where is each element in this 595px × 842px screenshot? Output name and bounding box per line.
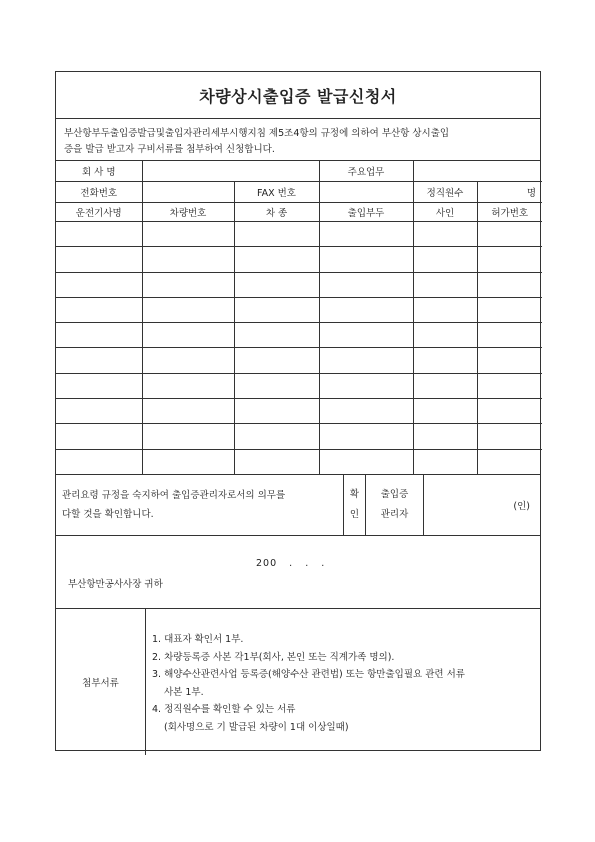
driver-cell[interactable]: [56, 247, 142, 272]
phone-label: 전화번호: [56, 181, 142, 202]
confirmation-line-1: 관리요령 규정을 숙지하여 출입증관리자로서의 의무를: [62, 490, 286, 502]
pass-manager-label: [366, 475, 424, 535]
driver-cell[interactable]: [56, 399, 142, 424]
phone-field[interactable]: [142, 181, 234, 202]
confirm-label-2: 인: [349, 509, 360, 521]
driver-cell[interactable]: [56, 449, 142, 474]
vehicle-number-cell[interactable]: [142, 297, 234, 322]
col-vehicle-number: 차량번호: [142, 202, 234, 221]
staff-count-field[interactable]: 명: [477, 181, 542, 202]
permit-number-cell[interactable]: [477, 373, 542, 398]
vehicle-number-cell[interactable]: [142, 424, 234, 449]
driver-cell[interactable]: [56, 222, 142, 247]
sign-cell[interactable]: [413, 399, 477, 424]
driver-cell[interactable]: [56, 373, 142, 398]
table-row: [56, 272, 542, 297]
col-pier: 출입부두: [319, 202, 413, 221]
attachment-item: (회사명으로 기 발급된 차량이 1대 이상일때): [164, 721, 349, 733]
pier-cell[interactable]: [319, 449, 413, 474]
vehicle-number-cell[interactable]: [142, 272, 234, 297]
vehicle-number-cell[interactable]: [142, 399, 234, 424]
vehicle-type-cell[interactable]: [234, 323, 319, 348]
vehicle-type-cell[interactable]: [234, 247, 319, 272]
table-row: [56, 449, 542, 474]
vehicle-type-cell[interactable]: [234, 348, 319, 373]
vehicle-type-cell[interactable]: [234, 373, 319, 398]
attachment-item: 2. 차량등록증 사본 각1부(회사, 본인 또는 직계가족 명의).: [152, 651, 395, 663]
confirmation-line-2: 다할 것을 확인합니다.: [62, 509, 154, 521]
permit-number-cell[interactable]: [477, 247, 542, 272]
sign-cell[interactable]: [413, 323, 477, 348]
info-table: [56, 161, 542, 222]
col-permit-number: 허가번호: [477, 202, 542, 221]
confirm-label: [344, 475, 366, 535]
table-row: [56, 373, 542, 398]
pier-cell[interactable]: [319, 272, 413, 297]
permit-number-cell[interactable]: [477, 222, 542, 247]
driver-cell[interactable]: [56, 323, 142, 348]
vehicle-number-cell[interactable]: [142, 449, 234, 474]
vehicle-number-cell[interactable]: [142, 348, 234, 373]
seal-mark: (인): [513, 501, 530, 513]
vehicle-number-cell[interactable]: [142, 323, 234, 348]
driver-cell[interactable]: [56, 424, 142, 449]
intro-line-2: 증을 발급 받고자 구비서류를 첨부하여 신청합니다.: [64, 144, 275, 155]
sign-cell[interactable]: [413, 373, 477, 398]
pier-cell[interactable]: [319, 247, 413, 272]
pier-cell[interactable]: [319, 373, 413, 398]
driver-cell[interactable]: [56, 272, 142, 297]
vehicle-type-cell[interactable]: [234, 424, 319, 449]
vehicle-type-cell[interactable]: [234, 222, 319, 247]
attachments-list: [146, 609, 540, 755]
permit-number-cell[interactable]: [477, 272, 542, 297]
col-sign: 사인: [413, 202, 477, 221]
permit-number-cell[interactable]: [477, 424, 542, 449]
table-row: [56, 247, 542, 272]
sign-cell[interactable]: [413, 222, 477, 247]
col-vehicle-type: 차 종: [234, 202, 319, 221]
sign-cell[interactable]: [413, 247, 477, 272]
attachment-item: 4. 정직원수를 확인할 수 있는 서류: [152, 704, 296, 716]
main-business-label: 주요업무: [319, 161, 413, 181]
vehicle-number-cell[interactable]: [142, 373, 234, 398]
application-form: [55, 71, 541, 751]
table-row: [56, 222, 542, 247]
vehicle-type-cell[interactable]: [234, 272, 319, 297]
pass-manager-label-1: 출입증: [380, 489, 409, 501]
table-row: [56, 323, 542, 348]
main-business-field[interactable]: [413, 161, 542, 181]
attachments-label: 첨부서류: [56, 609, 146, 755]
staff-count-label: 정직원수: [413, 181, 477, 202]
permit-number-cell[interactable]: [477, 399, 542, 424]
permit-number-cell[interactable]: [477, 323, 542, 348]
permit-number-cell[interactable]: [477, 297, 542, 322]
pier-cell[interactable]: [319, 222, 413, 247]
sign-cell[interactable]: [413, 348, 477, 373]
table-row: [56, 297, 542, 322]
vehicle-number-cell[interactable]: [142, 247, 234, 272]
vehicle-number-cell[interactable]: [142, 222, 234, 247]
attachments-section: [56, 609, 540, 755]
driver-cell[interactable]: [56, 297, 142, 322]
company-label: 회 사 명: [56, 161, 142, 181]
intro-text: [56, 119, 540, 161]
vehicle-table: [56, 222, 542, 475]
confirm-label-1: 확: [349, 489, 360, 501]
seal-field[interactable]: [424, 475, 540, 535]
pier-cell[interactable]: [319, 399, 413, 424]
company-field[interactable]: [142, 161, 319, 181]
table-row: [56, 399, 542, 424]
attachment-item: 3. 해양수산관련사업 등록증(해양수산 관련법) 또는 항만출입필요 관련 서류: [152, 669, 465, 681]
confirmation-section: [56, 474, 540, 536]
vehicle-type-cell[interactable]: [234, 399, 319, 424]
pier-cell[interactable]: [319, 323, 413, 348]
recipient: 부산항만공사사장 귀하: [68, 579, 163, 591]
sign-cell[interactable]: [413, 297, 477, 322]
driver-cell[interactable]: [56, 348, 142, 373]
fax-label: FAX 번호: [234, 181, 319, 202]
sign-cell[interactable]: [413, 272, 477, 297]
pier-cell[interactable]: [319, 348, 413, 373]
date-section: [56, 536, 540, 609]
vehicle-type-cell[interactable]: [234, 297, 319, 322]
fax-field[interactable]: [319, 181, 413, 202]
form-title: 차량상시출입증 발급신청서: [56, 72, 540, 119]
sign-cell[interactable]: [413, 449, 477, 474]
vehicle-type-cell[interactable]: [234, 449, 319, 474]
intro-line-1: 부산항부두출입증발급및출입자관리세부시행지침 제5조4항의 규정에 의하여 부산항 상시출입: [64, 128, 450, 139]
table-row: [56, 424, 542, 449]
attachment-item: 사본 1부.: [164, 686, 204, 698]
sign-cell[interactable]: [413, 424, 477, 449]
table-row: [56, 348, 542, 373]
permit-number-cell[interactable]: [477, 449, 542, 474]
permit-number-cell[interactable]: [477, 348, 542, 373]
pass-manager-label-2: 관리자: [380, 509, 409, 521]
confirmation-text: [56, 475, 344, 535]
pier-cell[interactable]: [319, 297, 413, 322]
pier-cell[interactable]: [319, 424, 413, 449]
col-driver: 운전기사명: [56, 202, 142, 221]
attachment-item: 1. 대표자 확인서 1부.: [152, 634, 244, 646]
application-date[interactable]: 200 . . .: [256, 558, 326, 570]
